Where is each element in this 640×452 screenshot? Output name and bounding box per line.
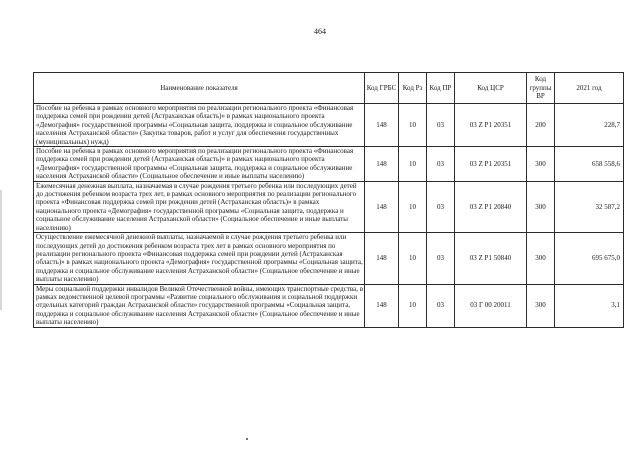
row-vr: 300: [527, 181, 555, 232]
row-vr: 300: [527, 284, 555, 327]
row-grbs: 148: [365, 104, 399, 147]
row-name: Ежемесячная денежная выплата, назначаемая в случае рождения третьего ребенка или последующих детей до достижения ребенком возраста трех лет, в рамках основного мероприятия по реализации регионального проекта «Финансовая поддержка семей при рождении детей (Астраханская область)» в рамках национального проекта «Демография» государственной программы «Социальная защита, поддержка и социальное обслуживание населения Астраханской области» (Социальное обеспечение и иные выплаты населению): [34, 181, 365, 232]
row-rz: 10: [399, 181, 427, 232]
table-row: [34, 181, 624, 232]
row-amount: 228,7: [555, 104, 624, 147]
row-name: Пособие на ребенка в рамках основного мероприятия по реализации регионального проекта «Финансовая поддержка семей при рождении детей (Астраханская область)» в рамках национального проекта «Демография» государственной программы «Социальная защита, поддержка и социальное обслуживание населения Астраханской области» (Социальное обеспечение и иные выплаты населению): [34, 147, 365, 182]
row-name: Осуществление ежемесячной денежной выплаты, назначаемой в случае рождения третьего ребенка или последующих детей до достижения ребенком возраста трех лет в рамках основного мероприятия по реализации регионального проекта «Финансовая поддержка семей при рождении детей (Астраханская область)» в рамках национального проекта «Демография» государственной программы «Социальная защита, поддержка и социальное обслуживание населения Астраханской области» (Социальное обеспечение и иные выплаты населению): [34, 233, 365, 284]
header-grbs: Код ГРБС: [365, 73, 399, 104]
row-grbs: 148: [365, 147, 399, 182]
header-rz: Код Рз: [399, 73, 427, 104]
header-year: 2021 год: [555, 73, 624, 104]
row-vr: 200: [527, 104, 555, 147]
row-grbs: 148: [365, 233, 399, 284]
row-grbs: 148: [365, 284, 399, 327]
row-pr: 03: [427, 181, 455, 232]
row-amount: 32 587,2: [555, 181, 624, 232]
header-vr: Код группы ВР: [527, 73, 555, 104]
row-rz: 10: [399, 104, 427, 147]
row-amount: 658 558,6: [555, 147, 624, 182]
scan-speck: [246, 438, 248, 440]
row-pr: 03: [427, 147, 455, 182]
row-name: Меры социальной поддержки инвалидов Великой Отечественной войны, имеющих транспортные средства, в рамках ведомственной целевой программы «Развитие социального обслуживания и социальной поддержки отдельных категорий граждан Астраханской области» государственной программы «Социальная защита, поддержка и социальное обслуживание населения Астраханской области» (Социальное обеспечение и иные выплаты населению): [34, 284, 365, 327]
table-header-row: [34, 73, 624, 104]
row-csr: 03 Z P1 20351: [455, 147, 527, 182]
row-csr: 03 Z P1 20351: [455, 104, 527, 147]
row-csr: 03 Г 00 20011: [455, 284, 527, 327]
row-csr: 03 Z P1 50840: [455, 233, 527, 284]
row-amount: 3,1: [555, 284, 624, 327]
header-csr: Код ЦСР: [455, 73, 527, 104]
table-row: [34, 284, 624, 327]
row-name: Пособие на ребенка в рамках основного мероприятия по реализации регионального проекта «Финансовая поддержка семей при рождении детей (Астраханская область)» в рамках национального проекта «Демография» государственной программы «Социальная защита, поддержка и социальное обслуживание населения Астраханской области» (Закупка товаров, работ и услуг для обеспечения государственных (муниципальных) нужд): [34, 104, 365, 147]
page-number: 464: [314, 27, 326, 36]
row-csr: 03 Z P1 20840: [455, 181, 527, 232]
row-rz: 10: [399, 233, 427, 284]
row-grbs: 148: [365, 181, 399, 232]
row-pr: 03: [427, 284, 455, 327]
row-pr: 03: [427, 104, 455, 147]
header-name: Наименование показателя: [34, 73, 365, 104]
row-vr: 300: [527, 147, 555, 182]
row-rz: 10: [399, 284, 427, 327]
table-row: [34, 147, 624, 182]
row-rz: 10: [399, 147, 427, 182]
row-pr: 03: [427, 233, 455, 284]
scan-edge-shadow: [0, 190, 2, 310]
row-vr: 300: [527, 233, 555, 284]
row-amount: 695 675,0: [555, 233, 624, 284]
header-pr: Код ПР: [427, 73, 455, 104]
budget-table: [33, 72, 624, 328]
table-row: [34, 104, 624, 147]
table-row: [34, 233, 624, 284]
